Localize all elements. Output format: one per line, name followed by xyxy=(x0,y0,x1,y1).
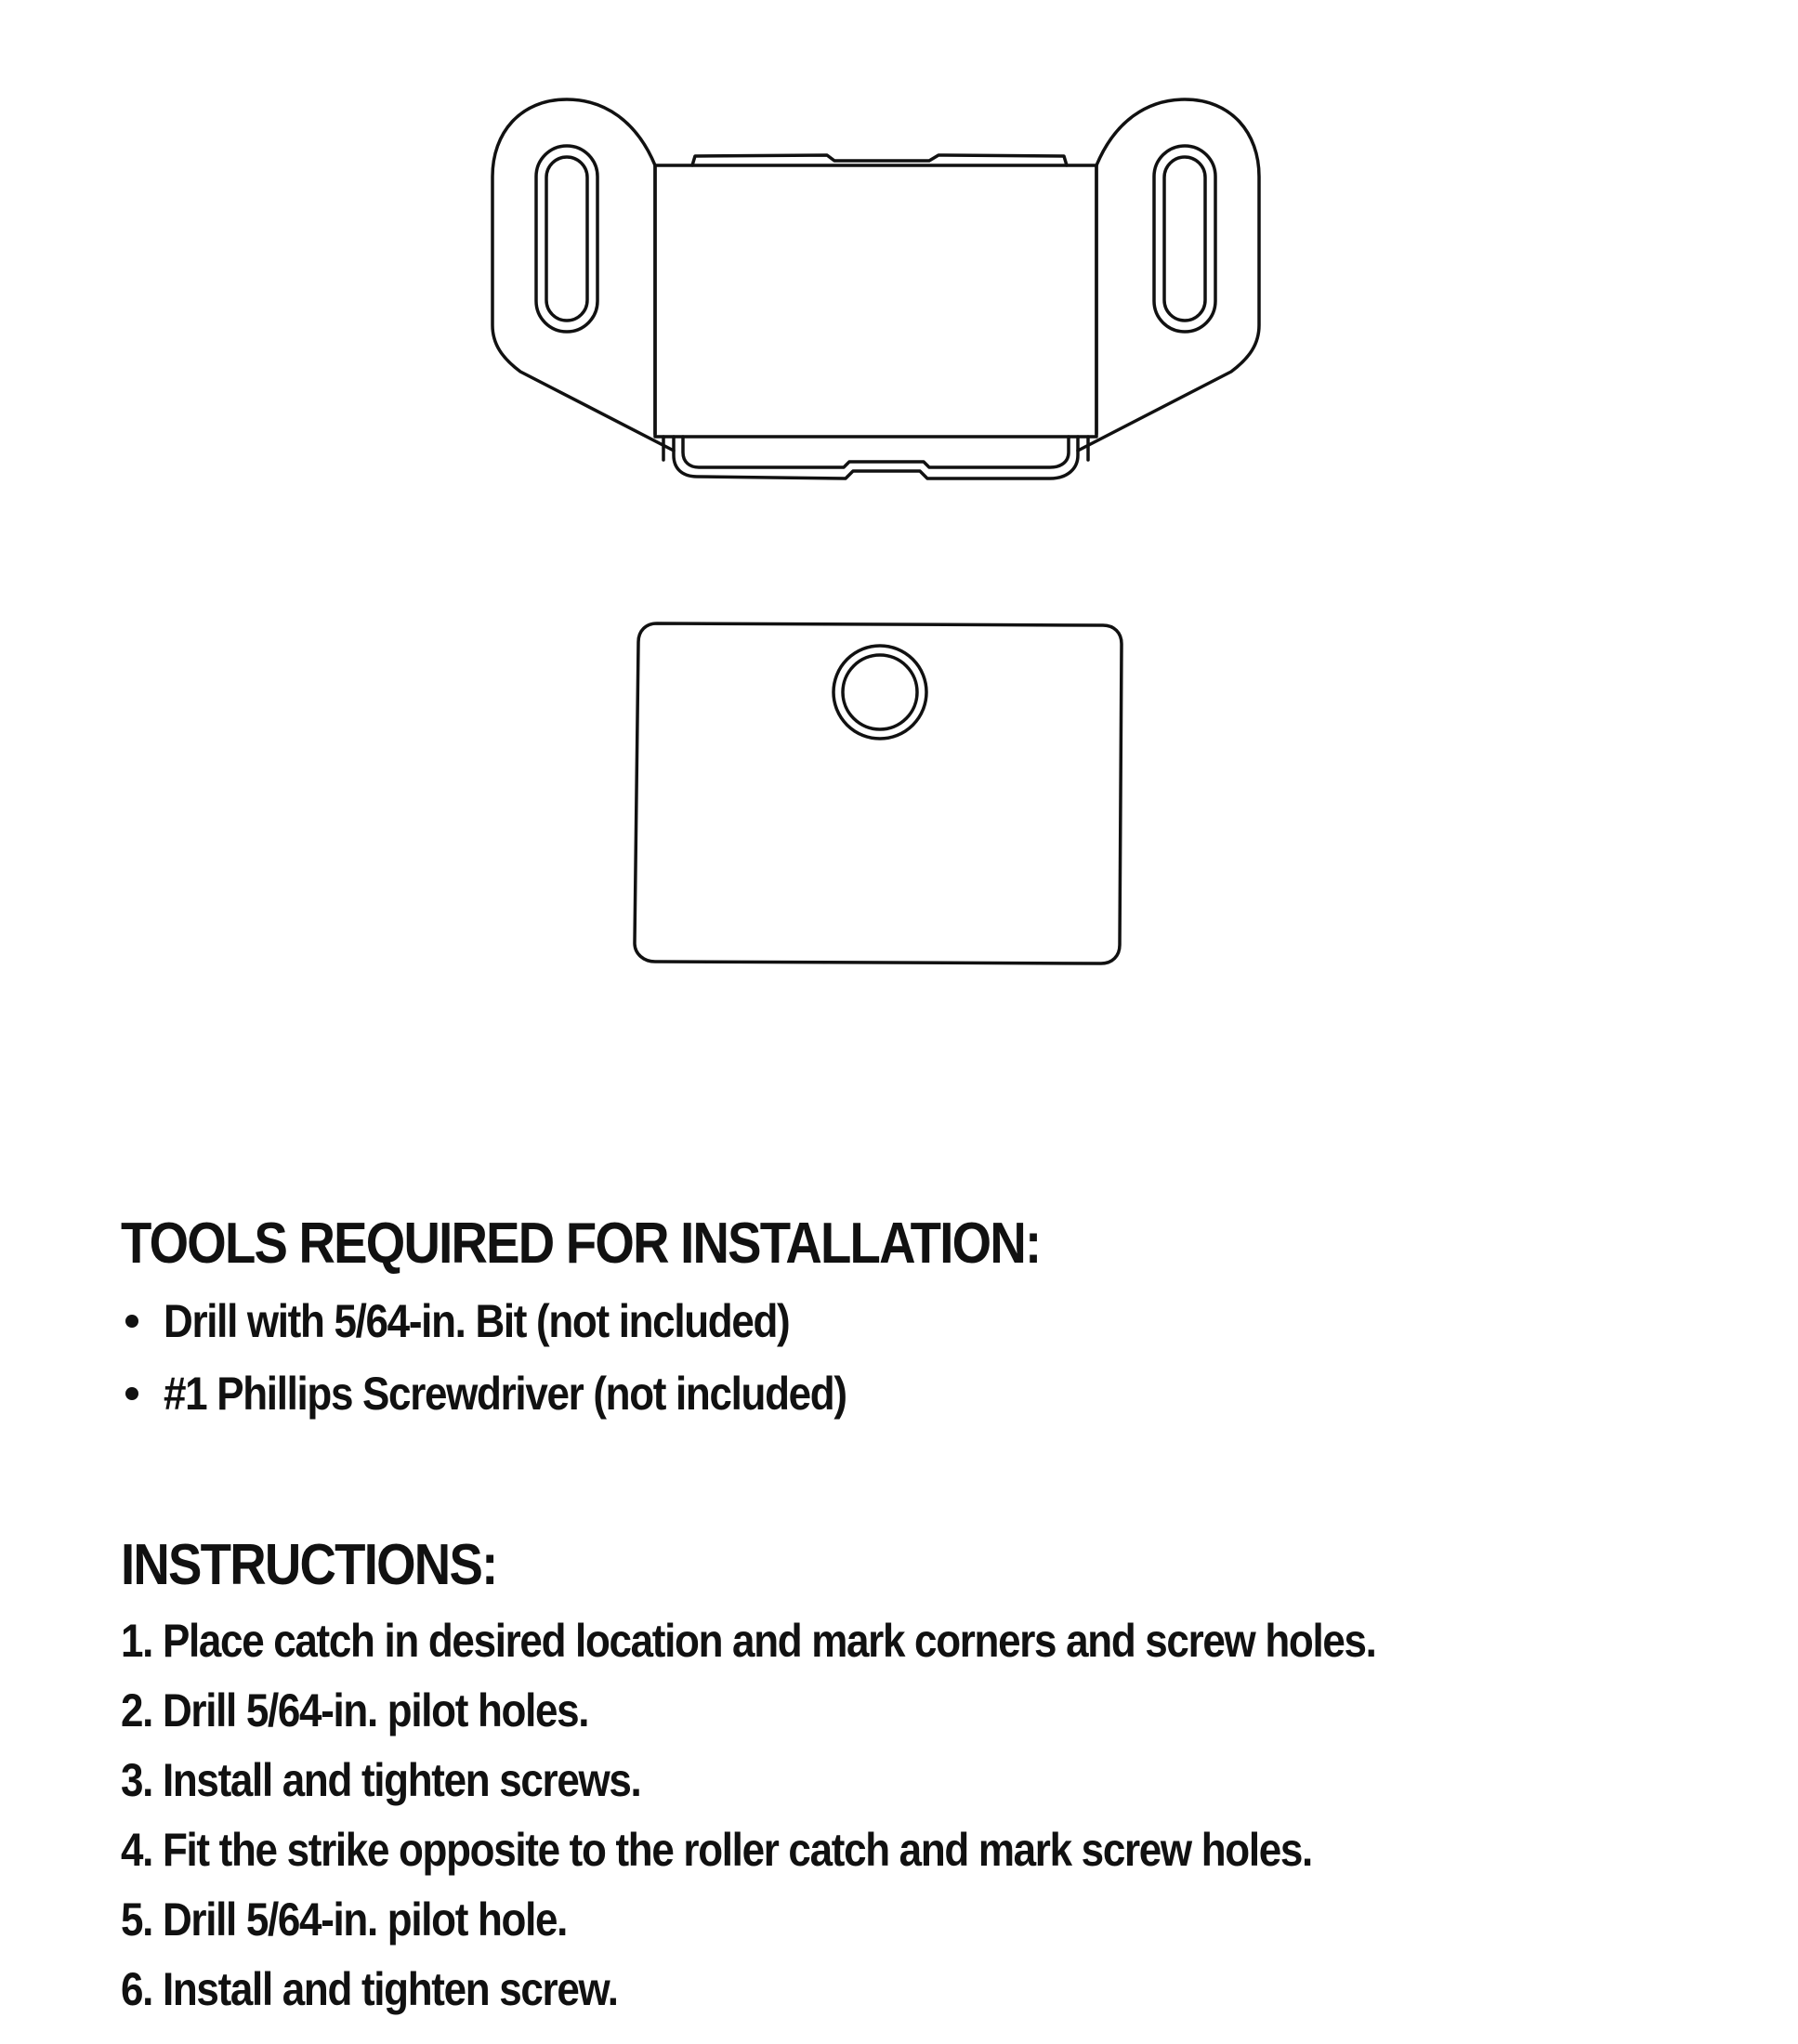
step-3: 3. Install and tighten screws. xyxy=(121,1754,641,1806)
strike-screw-hole xyxy=(833,646,926,739)
instructions-list xyxy=(121,1606,1700,2024)
bullet-icon xyxy=(125,1387,138,1400)
tools-heading: TOOLS REQUIRED FOR INSTALLATION: xyxy=(121,1212,1041,1276)
strike-plate-drawing xyxy=(629,618,1131,971)
bullet-icon xyxy=(125,1315,138,1328)
list-item xyxy=(121,1357,1700,1430)
list-item xyxy=(121,1746,1700,1815)
list-item xyxy=(121,1885,1700,1955)
magnetic-catch-drawing xyxy=(483,88,1268,497)
instructions-heading: INSTRUCTIONS: xyxy=(121,1533,497,1597)
tool-item-drill: Drill with 5/64-in. Bit (not included) xyxy=(164,1295,790,1347)
list-item xyxy=(121,1955,1700,2024)
installation-text xyxy=(121,1203,1700,2024)
step-6: 6. Install and tighten screw. xyxy=(121,1963,618,2015)
step-2: 2. Drill 5/64-in. pilot holes. xyxy=(121,1684,589,1736)
catch-body xyxy=(655,165,1096,437)
strike-plate xyxy=(635,623,1122,963)
step-1: 1. Place catch in desired location and mark corners and screw holes. xyxy=(121,1615,1376,1667)
list-item xyxy=(121,1606,1700,1676)
tool-item-screwdriver: #1 Phillips Screwdriver (not included) xyxy=(164,1368,847,1420)
list-item xyxy=(121,1815,1700,1885)
step-4: 4. Fit the strike opposite to the roller catch and mark screw holes. xyxy=(121,1824,1312,1876)
step-5: 5. Drill 5/64-in. pilot hole. xyxy=(121,1893,568,1946)
list-item xyxy=(121,1676,1700,1746)
list-item xyxy=(121,1285,1700,1357)
tools-list xyxy=(121,1285,1700,1430)
